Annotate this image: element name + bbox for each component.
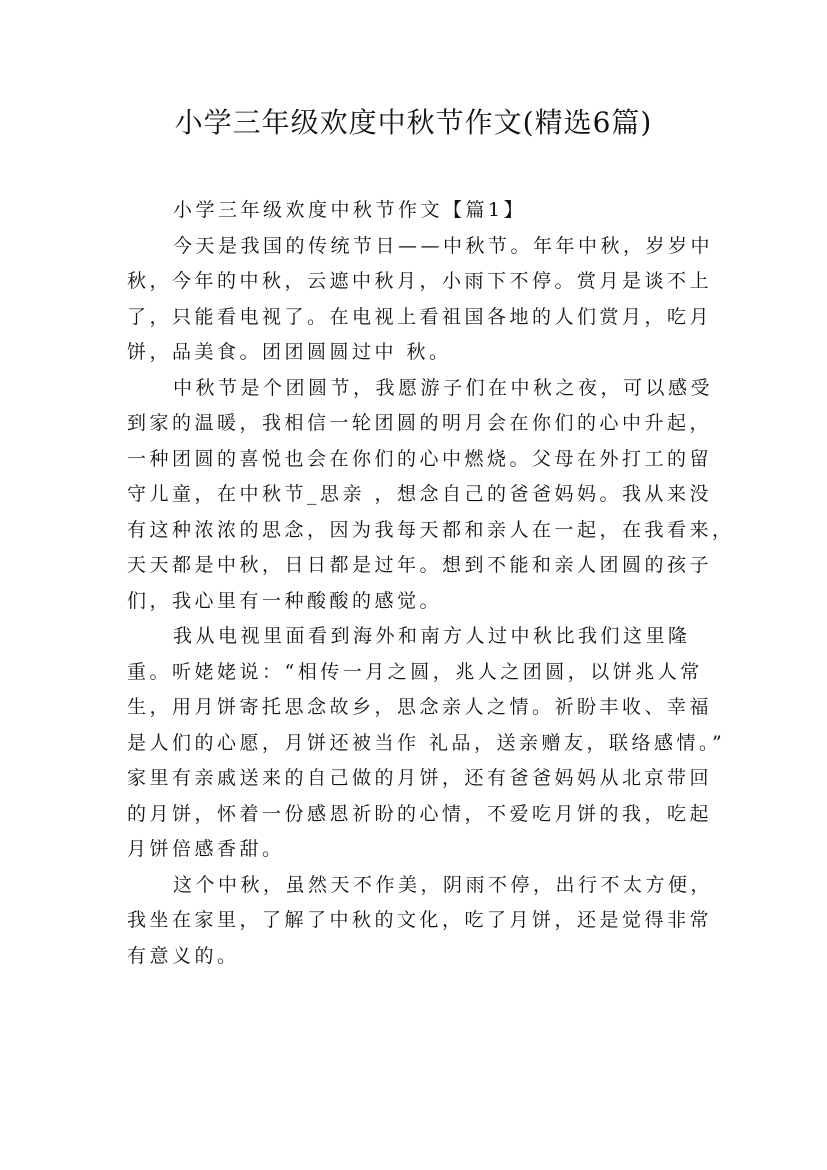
body-text-line: 重。听姥姥说：“相传一月之圆，兆人之团圆，以饼兆人常 bbox=[127, 660, 703, 683]
body-text-line: 今天是我国的传统节日——中秋节。年年中秋，岁岁中 bbox=[173, 234, 714, 257]
body-text-line: 我坐在家里，了解了中秋的文化，吃了月饼，还是觉得非常 bbox=[127, 909, 713, 931]
body-text-line: 饼，品美食。团团圆圆过中 秋。 bbox=[127, 341, 452, 363]
document-body bbox=[127, 193, 735, 974]
body-text-line: 这个中秋，虽然天不作美，阴雨不停，出行不太方便， bbox=[173, 873, 714, 896]
body-text-line: 我从电视里面看到海外和南方人过中秋比我们这里隆 bbox=[173, 625, 691, 647]
body-text-line: 是人们的心愿，月饼还被当作 礼品，送亲赠友，联络感情。” bbox=[127, 731, 726, 754]
body-text-line: 有意义的。 bbox=[127, 944, 240, 967]
body-text-line: 家里有亲戚送来的自己做的月饼，还有爸爸妈妈从北京带回 bbox=[127, 767, 713, 789]
body-text-line: 守儿童，在中秋节_思亲 ，想念自己的爸爸妈妈。我从来没 bbox=[127, 483, 713, 505]
body-text-line: 一种团圆的喜悦也会在你们的心中燃烧。父母在外打工的留 bbox=[127, 447, 713, 470]
body-text-line: 有这种浓浓的思念，因为我每天都和亲人在一起，在我看来， bbox=[127, 518, 735, 541]
body-text-line: 月饼倍感香甜。 bbox=[127, 838, 285, 860]
body-text-line: 小学三年级欢度中秋节作文【篇1】 bbox=[173, 199, 527, 221]
body-text-line: 生，用月饼寄托思念故乡，思念亲人之情。祈盼丰收、幸福 bbox=[127, 696, 713, 718]
body-text-line: 中秋节是个团圆节，我愿游子们在中秋之夜，可以感受 bbox=[173, 376, 714, 399]
body-text-line: 秋，今年的中秋，云遮中秋月，小雨下不停。赏月是谈不上 bbox=[127, 270, 713, 292]
document-title: 小学三年级欢度中秋节作文(精选6篇) bbox=[174, 106, 653, 139]
body-text-line: 们，我心里有一种酸酸的感觉。 bbox=[127, 589, 443, 612]
body-text-line: 了，只能看电视了。在电视上看祖国各地的人们赏月，吃月 bbox=[127, 305, 713, 328]
body-text-line: 天天都是中秋，日日都是过年。想到不能和亲人团圆的孩子 bbox=[127, 554, 713, 576]
body-text-line: 到家的温暖，我相信一轮团圆的明月会在你们的心中升起， bbox=[127, 412, 713, 434]
body-text-line: 的月饼，怀着一份感恩祈盼的心情，不爱吃月饼的我，吃起 bbox=[127, 802, 713, 825]
